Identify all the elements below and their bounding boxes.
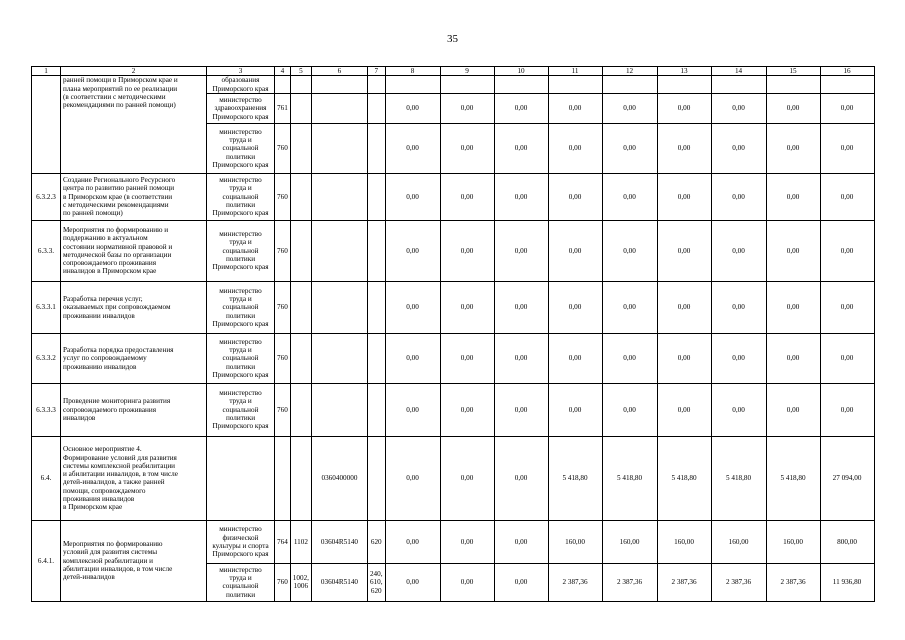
amount-cell: 2 387,36 (711, 563, 766, 601)
header-cell: 12 (602, 67, 657, 76)
amount-cell: 5 418,80 (548, 436, 602, 520)
grbs-code: 760 (275, 173, 291, 220)
amount-cell: 0,00 (766, 281, 820, 333)
grbs-code (275, 76, 291, 94)
table-row (32, 76, 875, 94)
executor-cell: образования Приморского края (207, 76, 275, 94)
amount-cell: 0,00 (385, 563, 440, 601)
section-code: 1102 (290, 520, 311, 563)
amount-cell: 0,00 (711, 93, 766, 123)
grbs-code: 760 (275, 123, 291, 173)
expense-type-code (367, 76, 385, 94)
amount-cell: 0,00 (602, 383, 657, 436)
amount-cell: 0,00 (440, 383, 494, 436)
amount-cell: 0,00 (766, 123, 820, 173)
amount-cell: 0,00 (766, 93, 820, 123)
item-name: Разработка перечня услуг, оказываемых при сопровождаемом проживании инвалидов (61, 281, 207, 333)
amount-cell: 0,00 (711, 123, 766, 173)
amount-cell: 0,00 (548, 281, 602, 333)
table-row (32, 173, 875, 220)
header-cell: 13 (657, 67, 711, 76)
amount-cell: 0,00 (548, 123, 602, 173)
expense-type-code (367, 173, 385, 220)
executor-cell: министерство труда и социальной политики Приморского края (207, 281, 275, 333)
expense-type-code (367, 383, 385, 436)
executor-cell: министерство труда и социальной политики Приморского края (207, 173, 275, 220)
amount-cell (440, 76, 494, 94)
amount-cell: 0,00 (657, 173, 711, 220)
amount-cell: 0,00 (494, 173, 548, 220)
amount-cell: 27 094,00 (820, 436, 874, 520)
amount-cell: 0,00 (766, 333, 820, 383)
target-code: 03604R5140 (311, 563, 367, 601)
amount-cell: 0,00 (766, 220, 820, 281)
amount-cell (711, 76, 766, 94)
table-row (32, 436, 875, 520)
amount-cell: 0,00 (494, 123, 548, 173)
item-number: 6.4.1. (32, 520, 61, 601)
amount-cell: 160,00 (602, 520, 657, 563)
amount-cell: 0,00 (657, 383, 711, 436)
amount-cell: 0,00 (602, 93, 657, 123)
item-name: ранней помощи в Приморском крае и плана мероприятий по ее реализации (в соответствии с методическими рекомендациями по ранней помощи) (61, 76, 207, 174)
item-number: 6.3.3.1 (32, 281, 61, 333)
amount-cell: 0,00 (494, 563, 548, 601)
amount-cell: 0,00 (548, 220, 602, 281)
amount-cell: 0,00 (602, 173, 657, 220)
section-code (290, 93, 311, 123)
expense-type-code (367, 220, 385, 281)
section-code (290, 436, 311, 520)
amount-cell (766, 76, 820, 94)
amount-cell: 0,00 (494, 93, 548, 123)
item-name: Мероприятия по формированию и поддержанию в актуальном состоянии нормативной правовой и методической базы по организации сопровождаемого проживания инвалидов в Приморском крае (61, 220, 207, 281)
section-code (290, 281, 311, 333)
amount-cell: 0,00 (548, 383, 602, 436)
amount-cell: 0,00 (657, 93, 711, 123)
amount-cell: 0,00 (385, 333, 440, 383)
amount-cell: 0,00 (820, 333, 874, 383)
amount-cell: 0,00 (820, 93, 874, 123)
section-code: 1002, 1006 (290, 563, 311, 601)
amount-cell: 160,00 (657, 520, 711, 563)
grbs-code: 760 (275, 281, 291, 333)
amount-cell: 0,00 (711, 383, 766, 436)
amount-cell: 0,00 (711, 173, 766, 220)
expense-type-code (367, 93, 385, 123)
amount-cell: 0,00 (385, 383, 440, 436)
expense-type-code (367, 123, 385, 173)
amount-cell: 160,00 (711, 520, 766, 563)
amount-cell: 160,00 (766, 520, 820, 563)
target-code (311, 93, 367, 123)
amount-cell: 0,00 (440, 333, 494, 383)
item-number: 6.3.3. (32, 220, 61, 281)
amount-cell: 0,00 (440, 220, 494, 281)
executor-cell: министерство труда и социальной политики Приморского края (207, 123, 275, 173)
amount-cell: 0,00 (440, 123, 494, 173)
target-code (311, 281, 367, 333)
expense-type-code: 240, 610, 620 (367, 563, 385, 601)
amount-cell (657, 76, 711, 94)
item-name: Разработка порядка предоставления услуг по сопровождаемому проживанию инвалидов (61, 333, 207, 383)
amount-cell: 0,00 (494, 383, 548, 436)
header-cell: 10 (494, 67, 548, 76)
header-cell: 6 (311, 67, 367, 76)
target-code (311, 173, 367, 220)
header-cell: 7 (367, 67, 385, 76)
amount-cell: 5 418,80 (711, 436, 766, 520)
executor-cell: министерство труда и социальной политики Приморского края (207, 220, 275, 281)
table-row (32, 383, 875, 436)
grbs-code (275, 436, 291, 520)
amount-cell: 0,00 (657, 333, 711, 383)
amount-cell: 160,00 (548, 520, 602, 563)
header-cell: 15 (766, 67, 820, 76)
amount-cell: 0,00 (711, 333, 766, 383)
amount-cell: 0,00 (440, 436, 494, 520)
target-code: 03604R5140 (311, 520, 367, 563)
amount-cell: 0,00 (385, 281, 440, 333)
amount-cell: 0,00 (548, 93, 602, 123)
section-code (290, 76, 311, 94)
amount-cell: 0,00 (385, 520, 440, 563)
amount-cell: 0,00 (657, 281, 711, 333)
amount-cell: 800,00 (820, 520, 874, 563)
item-number: 6.3.2.3 (32, 173, 61, 220)
amount-cell: 0,00 (711, 220, 766, 281)
target-code (311, 123, 367, 173)
section-code (290, 333, 311, 383)
table-body (32, 67, 875, 602)
grbs-code: 760 (275, 383, 291, 436)
item-name: Мероприятия по формированию условий для развития системы комплексной реабилитации и абилитации инвалидов, в том числе детей-инвалидов (61, 520, 207, 601)
amount-cell (602, 76, 657, 94)
amount-cell (548, 76, 602, 94)
section-code (290, 123, 311, 173)
amount-cell: 0,00 (440, 93, 494, 123)
executor-cell (207, 436, 275, 520)
amount-cell: 2 387,36 (657, 563, 711, 601)
amount-cell (385, 76, 440, 94)
grbs-code: 760 (275, 563, 291, 601)
item-name: Проведение мониторинга развития сопровождаемого проживания инвалидов (61, 383, 207, 436)
amount-cell: 0,00 (494, 220, 548, 281)
amount-cell (820, 76, 874, 94)
amount-cell: 2 387,36 (766, 563, 820, 601)
amount-cell: 0,00 (548, 333, 602, 383)
amount-cell: 0,00 (440, 173, 494, 220)
item-number (32, 76, 61, 174)
section-code (290, 383, 311, 436)
amount-cell: 0,00 (820, 123, 874, 173)
amount-cell: 0,00 (440, 520, 494, 563)
target-code (311, 76, 367, 94)
grbs-code: 760 (275, 220, 291, 281)
amount-cell: 11 936,80 (820, 563, 874, 601)
target-code: 0360400000 (311, 436, 367, 520)
executor-cell: министерство труда и социальной политики (207, 563, 275, 601)
amount-cell: 0,00 (766, 383, 820, 436)
header-cell: 8 (385, 67, 440, 76)
amount-cell: 0,00 (440, 281, 494, 333)
target-code (311, 333, 367, 383)
header-cell: 11 (548, 67, 602, 76)
grbs-code: 764 (275, 520, 291, 563)
amount-cell: 0,00 (385, 220, 440, 281)
amount-cell: 0,00 (602, 123, 657, 173)
page-number: 35 (447, 33, 458, 45)
executor-cell: министерство труда и социальной политики Приморского края (207, 383, 275, 436)
amount-cell: 0,00 (494, 520, 548, 563)
expense-type-code (367, 333, 385, 383)
target-code (311, 220, 367, 281)
amount-cell: 0,00 (711, 281, 766, 333)
amount-cell: 0,00 (602, 220, 657, 281)
amount-cell: 0,00 (657, 123, 711, 173)
amount-cell: 0,00 (820, 220, 874, 281)
header-cell: 3 (207, 67, 275, 76)
amount-cell: 0,00 (602, 281, 657, 333)
item-number: 6.3.3.2 (32, 333, 61, 383)
amount-cell: 0,00 (657, 220, 711, 281)
executor-cell: министерство здравоохранения Приморского края (207, 93, 275, 123)
header-cell: 9 (440, 67, 494, 76)
item-name: Основное мероприятие 4. Формирование условий для развития системы комплексной реабилитации и абилитации инвалидов, в том числе детей-инвалидов, а также ранней помощи, сопровождаемого проживания инвалидов в Приморском крае (61, 436, 207, 520)
header-cell: 4 (275, 67, 291, 76)
budget-table (31, 66, 875, 602)
header-cell: 5 (290, 67, 311, 76)
expense-type-code: 620 (367, 520, 385, 563)
header-cell: 16 (820, 67, 874, 76)
section-code (290, 173, 311, 220)
executor-cell: министерство физической культуры и спорта Приморского края (207, 520, 275, 563)
amount-cell: 5 418,80 (602, 436, 657, 520)
amount-cell: 2 387,36 (602, 563, 657, 601)
grbs-code: 760 (275, 333, 291, 383)
amount-cell (494, 76, 548, 94)
amount-cell: 0,00 (494, 333, 548, 383)
expense-type-code (367, 281, 385, 333)
amount-cell: 0,00 (385, 173, 440, 220)
amount-cell: 0,00 (820, 383, 874, 436)
table-row (32, 520, 875, 563)
amount-cell: 0,00 (440, 563, 494, 601)
table-row (32, 281, 875, 333)
target-code (311, 383, 367, 436)
amount-cell: 0,00 (820, 281, 874, 333)
amount-cell: 0,00 (766, 173, 820, 220)
expense-type-code (367, 436, 385, 520)
table-row (32, 333, 875, 383)
amount-cell: 0,00 (494, 436, 548, 520)
item-name: Создание Регионального Ресурсного центра по развитию ранней помощи в Приморском крае (в соответствии с методическими рекомендациями по ранней помощи) (61, 173, 207, 220)
executor-cell: министерство труда и социальной политики Приморского края (207, 333, 275, 383)
amount-cell: 0,00 (602, 333, 657, 383)
table-row (32, 220, 875, 281)
amount-cell: 5 418,80 (766, 436, 820, 520)
grbs-code: 761 (275, 93, 291, 123)
amount-cell: 0,00 (385, 123, 440, 173)
item-number: 6.4. (32, 436, 61, 520)
item-number: 6.3.3.3 (32, 383, 61, 436)
amount-cell: 0,00 (385, 93, 440, 123)
amount-cell: 0,00 (494, 281, 548, 333)
amount-cell: 0,00 (385, 436, 440, 520)
header-cell: 1 (32, 67, 61, 76)
section-code (290, 220, 311, 281)
amount-cell: 2 387,36 (548, 563, 602, 601)
amount-cell: 5 418,80 (657, 436, 711, 520)
amount-cell: 0,00 (548, 173, 602, 220)
header-cell: 2 (61, 67, 207, 76)
header-row (32, 67, 875, 76)
header-cell: 14 (711, 67, 766, 76)
amount-cell: 0,00 (820, 173, 874, 220)
